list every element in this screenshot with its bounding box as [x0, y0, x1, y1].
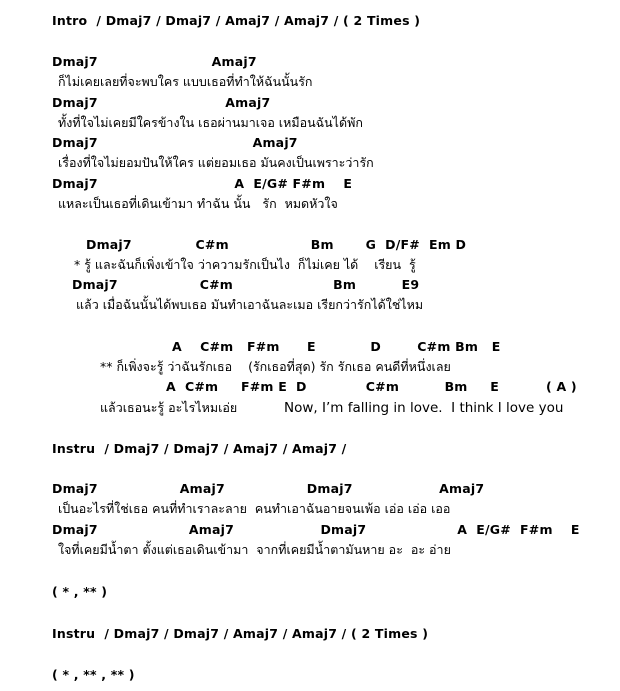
- verse2-chords-2: Dmaj7 Amaj7 Dmaj7 A E/G# F#m E: [52, 522, 580, 537]
- repeat-marker-2: ( * , ** , ** ): [52, 667, 135, 682]
- outro-instru-line: Instru / Dmaj7 / Dmaj7 / Amaj7 / Amaj7 / ( 2 Times ): [52, 626, 429, 641]
- prechorus-lyric-2: แล้ว เมื่อฉันนั้นได้พบเธอ มันทำเอาฉันละเมอ เรียกว่ารักได้ใช่ไหม: [76, 297, 424, 312]
- intro-line: Intro / Dmaj7 / Dmaj7 / Amaj7 / Amaj7 / ( 2 Times ): [52, 13, 421, 28]
- chorus-lyric-2-english: Now, I’m falling in love. I think I love you: [284, 400, 564, 416]
- chorus-chord-a: ( A ): [546, 379, 577, 394]
- verse2-chords-1: Dmaj7 Amaj7 Dmaj7 Amaj7: [52, 481, 485, 496]
- verse1-lyric-1: ก็ไม่เคยเลยที่จะพบใคร แบบเธอที่ทำให้ฉันนั้นรัก: [54, 74, 313, 89]
- verse1-lyric-3: เรื่องที่ใจไม่ยอมปันให้ใคร แต่ยอมเธอ มันคงเป็นเพราะว่ารัก: [54, 155, 374, 170]
- repeat-marker-1: ( * , ** ): [52, 584, 108, 599]
- verse1-chords-4: Dmaj7 A E/G# F#m E: [52, 176, 353, 191]
- prechorus-chords-1: Dmaj7 C#m Bm G D/F# Em D: [86, 237, 467, 252]
- verse1-chords-2: Dmaj7 Amaj7: [52, 95, 271, 110]
- verse1-chords-1: Dmaj7 Amaj7: [52, 54, 257, 69]
- instru-line: Instru / Dmaj7 / Dmaj7 / Amaj7 / Amaj7 /: [52, 441, 347, 456]
- chorus-chords-2: A C#m F#m E D C#m Bm E: [166, 379, 500, 394]
- verse1-chords-3: Dmaj7 Amaj7: [52, 135, 298, 150]
- chorus-chords-1: A C#m F#m E D C#m Bm E: [172, 339, 501, 354]
- chorus-lyric-2-thai: แล้วเธอนะรู้ อะไรไหมเอ่ย: [100, 400, 238, 415]
- verse2-lyric-1: เป็นอะไรที่ใช่เธอ คนที่ทำเราละลาย คนทำเอาฉันอายจนเพ้อ เอ่อ เอ่อ เออ: [54, 501, 451, 516]
- prechorus-chords-2: Dmaj7 C#m Bm E9: [72, 277, 420, 292]
- prechorus-lyric-1: * รู้ และฉันก็เพิ่งเข้าใจ ว่าความรักเป็นไง ก็ไม่เคย ได้ เรียน รู้: [74, 257, 416, 272]
- verse2-lyric-2: ใจที่เคยมีน้ำตา ตั้งแต่เธอเดินเข้ามา จากที่เคยมีน้ำตามันหาย อะ อะ อ่าย: [54, 542, 451, 557]
- chorus-lyric-1: ** ก็เพิ่งจะรู้ ว่าฉันรักเธอ (รักเธอที่สุด) รัก รักเธอ คนดีที่หนึ่งเลย: [100, 359, 451, 374]
- verse1-lyric-2: ทั้งที่ใจไม่เคยมีใครข้างใน เธอผ่านมาเจอ เหมือนฉันได้พัก: [54, 115, 363, 130]
- verse1-lyric-4: แหละเป็นเธอที่เดินเข้ามา ทำฉัน นั้น รัก หมดหัวใจ: [54, 196, 338, 211]
